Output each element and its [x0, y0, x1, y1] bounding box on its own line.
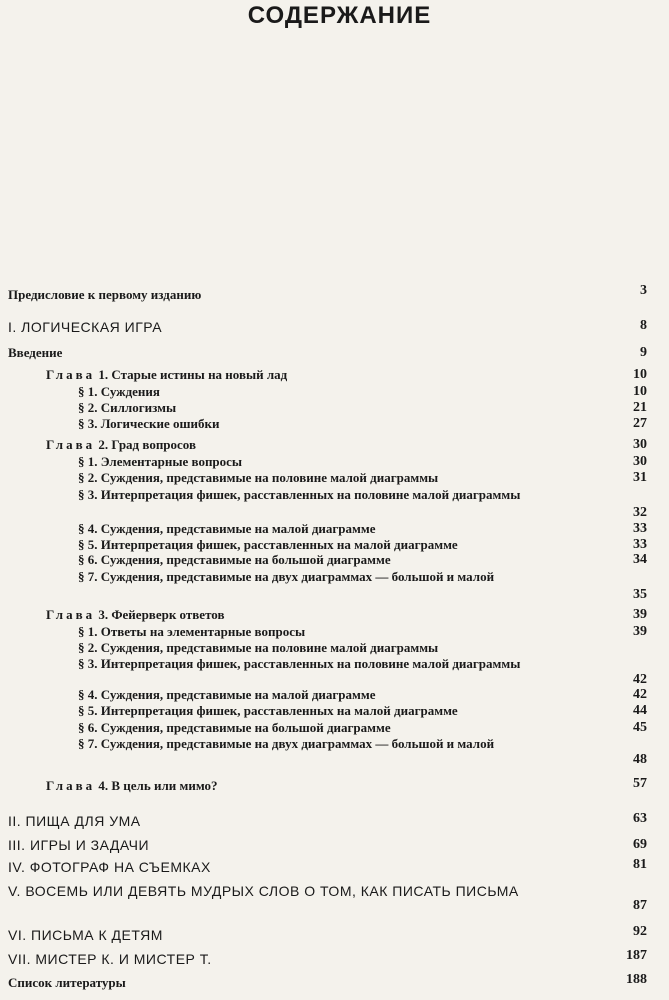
toc-entry-page: 44 — [633, 703, 647, 718]
toc-entry-page: 33 — [633, 521, 647, 536]
toc-entry-page: 92 — [633, 924, 647, 939]
toc-entry-page: 48 — [633, 752, 647, 767]
toc-entry-page: 27 — [633, 416, 647, 431]
toc-entry-text: § 2. Суждения, представимые на половине малой диаграммы — [78, 640, 439, 655]
toc-entry-intro — [0, 344, 669, 362]
toc-entry-text: Предисловие к первому изданию — [8, 287, 202, 302]
toc-entry-chapter — [0, 777, 669, 795]
toc-entry-text: V. ВОСЕМЬ ИЛИ ДЕВЯТЬ МУДРЫХ СЛОВ О ТОМ, КАК ПИСАТЬ ПИСЬМА — [8, 883, 519, 899]
chapter-label: Глава — [46, 778, 96, 793]
chapter-title: 4. В цель или мимо? — [98, 778, 218, 793]
toc-entry-page: 34 — [633, 552, 647, 567]
chapter-label: Глава — [46, 607, 96, 622]
toc-entry-section — [0, 551, 669, 569]
toc-entry-page: 30 — [633, 437, 647, 452]
toc-entry-text: § 6. Суждения, представимые на большой диаграмме — [78, 552, 391, 567]
toc-entry-text: § 7. Суждения, представимые на двух диаграммах — большой и малой — [78, 736, 495, 751]
toc-entry-part — [0, 812, 669, 830]
toc-entry-page: 21 — [633, 400, 647, 415]
toc-entry-page: 8 — [640, 318, 647, 333]
toc-entry-part — [0, 950, 669, 968]
toc-entry-chapter — [0, 366, 669, 384]
toc-entry-part — [0, 318, 669, 336]
toc-entry-text: § 3. Интерпретация фишек, расставленных на половине малой диаграммы — [78, 656, 521, 671]
toc-entry-part — [0, 881, 669, 921]
toc-entry-text: § 1. Ответы на элементарные вопросы — [78, 624, 306, 639]
toc-entry-text: VI. ПИСЬМА К ДЕТЯМ — [8, 927, 163, 943]
toc-entry-page: 42 — [633, 672, 647, 687]
toc-entry-section — [0, 735, 669, 771]
toc-entry-page: 33 — [633, 537, 647, 552]
page-title: СОДЕРЖАНИЕ — [247, 2, 432, 29]
toc-entry-text — [46, 777, 218, 795]
toc-entry-section — [0, 415, 669, 433]
toc-entry-page: 63 — [633, 811, 647, 826]
toc-entry-page: 10 — [633, 367, 647, 382]
chapter-title: 3. Фейерверк ответов — [98, 607, 225, 622]
chapter-title: 1. Старые истины на новый лад — [98, 367, 288, 382]
toc-entry-page: 187 — [626, 948, 647, 963]
toc-entry-section — [0, 702, 669, 720]
toc-entry-text: Список литературы — [8, 975, 126, 990]
toc-entry-text: § 3. Логические ошибки — [78, 416, 220, 431]
toc-entry-text: § 1. Суждения — [78, 384, 160, 399]
toc-entry-text: § 5. Интерпретация фишек, расставленных на малой диаграмме — [78, 703, 458, 718]
toc-entry-text: § 2. Силлогизмы — [78, 400, 177, 415]
toc-entry-page: 45 — [633, 720, 647, 735]
toc-entry-page: 3 — [640, 283, 647, 298]
toc-entry-text: § 4. Суждения, представимые на малой диаграмме — [78, 521, 376, 536]
toc-entry-section — [0, 568, 669, 604]
chapter-label: Глава — [46, 367, 96, 382]
toc-entry-page: 87 — [633, 898, 647, 913]
chapter-title: 2. Град вопросов — [98, 437, 197, 452]
toc-entry-bibliography — [0, 974, 669, 992]
toc-entry-text: § 7. Суждения, представимые на двух диаграммах — большой и малой — [78, 569, 495, 584]
toc-entry-text: II. ПИЩА ДЛЯ УМА — [8, 813, 141, 829]
toc-entry-text — [46, 366, 287, 384]
toc-entry-chapter — [0, 606, 669, 624]
toc-entry-text: § 1. Элементарные вопросы — [78, 454, 243, 469]
toc-entry-part — [0, 926, 669, 944]
toc-entry-text — [46, 606, 224, 624]
toc-entry-text: § 6. Суждения, представимые на большой диаграмме — [78, 720, 391, 735]
toc-entry-part — [0, 836, 669, 854]
toc-entry-preface — [0, 283, 669, 304]
toc-entry-text: § 4. Суждения, представимые на малой диаграмме — [78, 687, 376, 702]
toc-entry-page: 9 — [640, 345, 647, 360]
toc-entry-section — [0, 486, 669, 522]
toc-entry-page: 188 — [626, 972, 647, 987]
toc-entry-section — [0, 469, 669, 487]
toc-entry-page: 39 — [633, 607, 647, 622]
toc-entry-text: IV. ФОТОГРАФ НА СЪЕМКАХ — [8, 859, 211, 875]
toc-entry-text: Введение — [8, 345, 63, 360]
toc-entry-text: VII. МИСТЕР К. И МИСТЕР Т. — [8, 951, 212, 967]
toc-entry-page: 81 — [633, 857, 647, 872]
toc-entry-page: 39 — [633, 624, 647, 639]
toc-entry-page: 42 — [633, 687, 647, 702]
toc-entry-page: 31 — [633, 470, 647, 485]
toc-entry-page: 30 — [633, 454, 647, 469]
toc-entry-text: III. ИГРЫ И ЗАДАЧИ — [8, 837, 150, 853]
toc-entry-page: 69 — [633, 837, 647, 852]
toc-entry-text: § 2. Суждения, представимые на половине малой диаграммы — [78, 470, 439, 485]
toc-entry-part — [0, 858, 669, 876]
toc-entry-chapter — [0, 436, 669, 454]
toc-entry-text: § 5. Интерпретация фишек, расставленных на малой диаграмме — [78, 537, 458, 552]
toc-entry-text: I. ЛОГИЧЕСКАЯ ИГРА — [8, 319, 163, 335]
chapter-label: Глава — [46, 437, 96, 452]
toc-entry-page: 57 — [633, 776, 647, 791]
toc-entry-page: 35 — [633, 587, 647, 602]
toc-entry-text — [46, 436, 196, 454]
toc-entry-page: 10 — [633, 384, 647, 399]
toc-entry-page: 32 — [633, 505, 647, 520]
toc-entry-text: § 3. Интерпретация фишек, расставленных на половине малой диаграммы — [78, 487, 521, 502]
